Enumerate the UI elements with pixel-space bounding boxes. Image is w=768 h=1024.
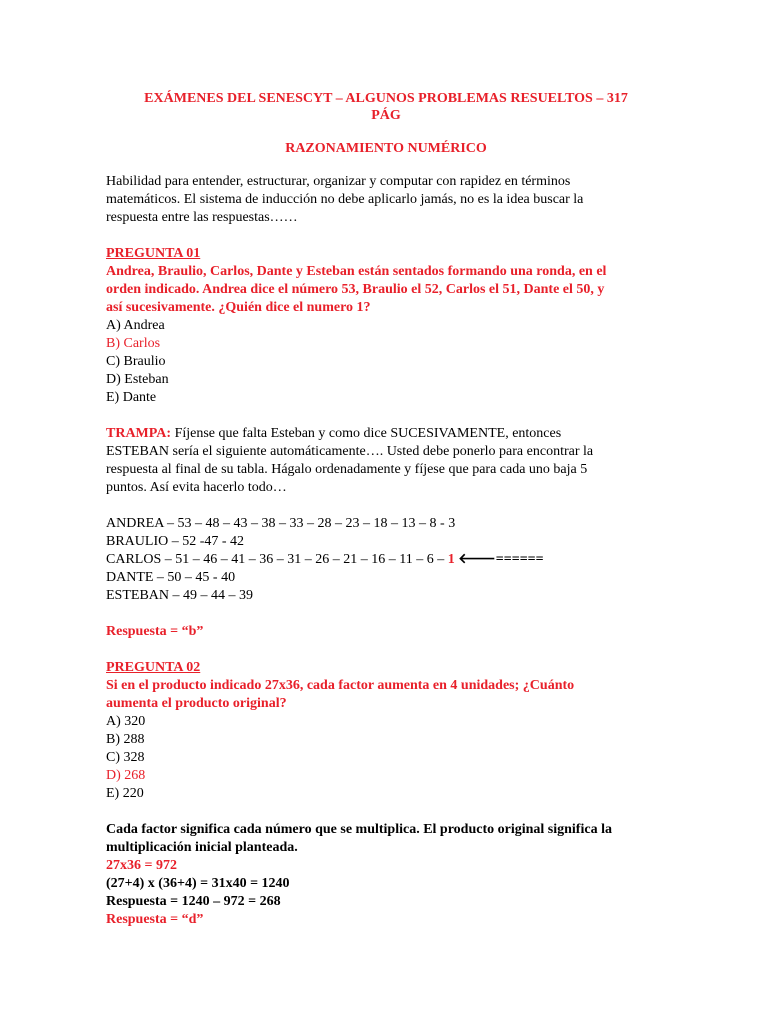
q2-option-e: E) 220 — [106, 786, 144, 801]
trap-text: Fíjense que falta Esteban y como dice SUCESIVAMENTE, entonces — [171, 426, 562, 441]
q2-option-b: B) 288 — [106, 732, 145, 747]
intro-line: Habilidad para entender, estructurar, organizar y computar con rapidez en términos — [106, 174, 571, 189]
q1-option-c: C) Braulio — [106, 354, 166, 369]
sequence-braulio: BRAULIO – 52 -47 - 42 — [106, 534, 245, 549]
trap-line: ESTEBAN sería el siguiente automáticamente…. Usted debe ponerlo para encontrar la — [106, 444, 594, 459]
sequence-dante: DANTE – 50 – 45 - 40 — [106, 570, 236, 585]
trap-label: TRAMPA: — [106, 426, 172, 441]
q2-explanation-line: Cada factor significa cada número que se multiplica. El producto original significa la — [106, 822, 612, 837]
q2-calc-3: Respuesta = 1240 – 972 = 268 — [106, 894, 281, 909]
q2-answer: Respuesta = “d” — [106, 912, 204, 927]
sequence-carlos — [106, 551, 666, 569]
question-2 — [106, 659, 666, 929]
q1-option-b: B) Carlos — [106, 336, 161, 351]
q2-question-line: aumenta el producto original? — [106, 696, 287, 711]
q2-explanation-line: multiplicación inicial planteada. — [106, 840, 298, 855]
q2-calc-2: (27+4) x (36+4) = 31x40 = 1240 — [106, 876, 290, 891]
document-page — [106, 90, 666, 929]
q2-option-c: C) 328 — [106, 750, 145, 765]
question-1 — [106, 245, 666, 641]
q1-option-e: E) Dante — [106, 390, 157, 405]
q1-option-a: A) Andrea — [106, 318, 165, 333]
q2-question-line: Si en el producto indicado 27x36, cada factor aumenta en 4 unidades; ¿Cuánto — [106, 678, 575, 693]
trap-line: respuesta al final de su tabla. Hágalo ordenadamente y fíjese que para cada uno baja 5 — [106, 462, 588, 477]
q1-question-line: Andrea, Braulio, Carlos, Dante y Esteban están sentados formando una ronda, en el — [106, 264, 607, 279]
sequence-carlos-one: 1 — [447, 552, 455, 567]
left-arrow-icon: 🡐====== — [454, 552, 544, 567]
q1-question-line: así sucesivamente. ¿Quién dice el numero 1? — [106, 300, 371, 315]
trap-line: puntos. Así evita hacerlo todo… — [106, 480, 287, 495]
sequence-carlos-text: CARLOS – 51 – 46 – 41 – 36 – 31 – 26 – 21 – 16 – 11 – 6 – — [106, 552, 448, 567]
q2-option-a: A) 320 — [106, 714, 146, 729]
q1-heading: PREGUNTA 01 — [106, 246, 201, 261]
q2-option-d: D) 268 — [106, 768, 146, 783]
q2-heading: PREGUNTA 02 — [106, 660, 201, 675]
title-line-1: EXÁMENES DEL SENESCYT – ALGUNOS PROBLEMAS RESUELTOS – 317 — [144, 91, 628, 106]
title-line-2: PÁG — [371, 108, 401, 123]
intro-line: matemáticos. El sistema de inducción no debe aplicarlo jamás, no es la idea buscar la — [106, 192, 584, 207]
trap-line — [106, 425, 666, 443]
document-title — [106, 90, 666, 124]
q2-calc-1: 27x36 = 972 — [106, 858, 177, 873]
q1-answer: Respuesta = “b” — [106, 624, 204, 639]
sequence-esteban: ESTEBAN – 49 – 44 – 39 — [106, 588, 253, 603]
intro-line: respuesta entre las respuestas…… — [106, 210, 298, 225]
section-title: RAZONAMIENTO NUMÉRICO — [285, 141, 487, 156]
q1-option-d: D) Esteban — [106, 372, 169, 387]
sequence-andrea: ANDREA – 53 – 48 – 43 – 38 – 33 – 28 – 23 – 18 – 13 – 8 - 3 — [106, 516, 456, 531]
intro-paragraph — [106, 173, 666, 227]
q1-question-line: orden indicado. Andrea dice el número 53, Braulio el 52, Carlos el 51, Dante el 50, y — [106, 282, 605, 297]
